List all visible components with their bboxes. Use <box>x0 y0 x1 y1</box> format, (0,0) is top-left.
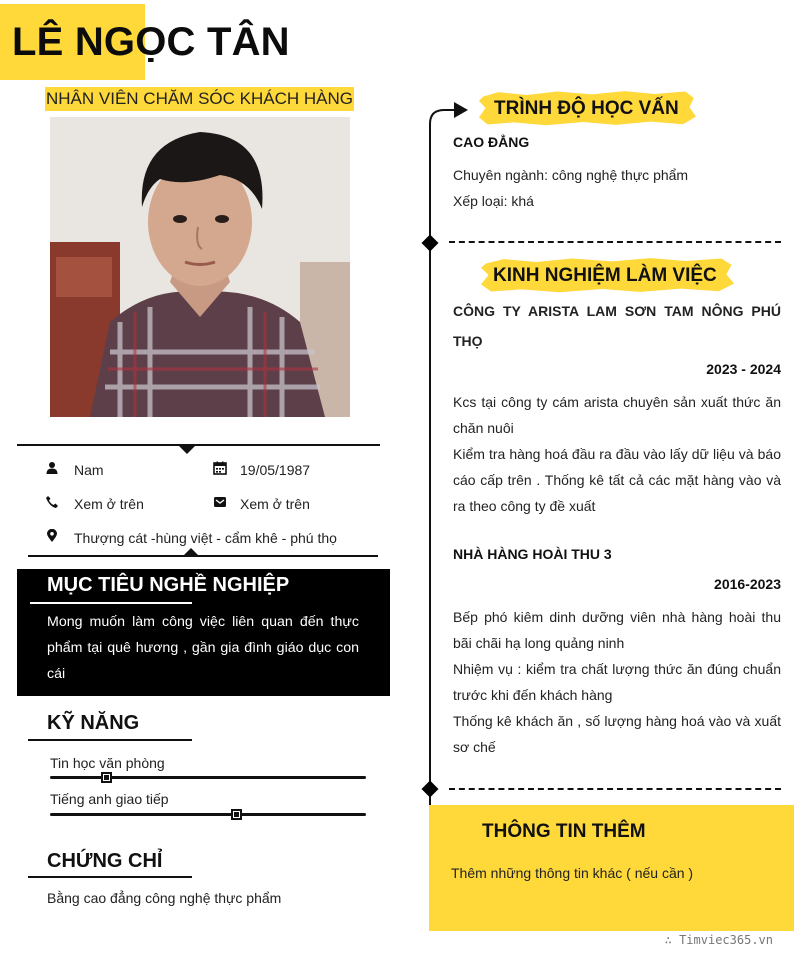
user-icon <box>45 461 59 475</box>
job-description-line: Nhiệm vụ : kiểm tra chất lượng thức ăn đúng chuẩn trước khi đến khách hàng <box>453 661 781 703</box>
birthday-value: 19/05/1987 <box>240 462 311 478</box>
education-major: Chuyên ngành: công nghệ thực phẩm <box>453 167 689 183</box>
divider-arrow-down-icon <box>179 446 195 454</box>
certificate-text: Bằng cao đẳng công nghệ thực phẩm <box>47 890 282 906</box>
education-title: TRÌNH ĐỘ HỌC VẤN <box>494 98 679 119</box>
objective-title: MỤC TIÊU NGHỀ NGHIỆP <box>47 574 290 596</box>
calendar-icon <box>213 461 227 475</box>
profile-photo <box>50 117 350 417</box>
phone-value: Xem ở trên <box>74 496 144 512</box>
candidate-position: NHÂN VIÊN CHĂM SÓC KHÁCH HÀNG <box>45 87 354 111</box>
watermark <box>665 933 773 947</box>
info-top-divider <box>17 444 380 446</box>
section-divider <box>449 241 781 243</box>
certificates-title-underline <box>28 876 192 878</box>
address-value: Thượng cát -hùng việt - cẩm khê - phú thọ <box>74 530 337 546</box>
job-period: 2016-2023 <box>714 576 781 592</box>
profile-photo-image <box>50 117 350 417</box>
job-company: CÔNG TY ARISTA LAM SƠN TAM NÔNG PHÚ THỌ <box>453 303 781 349</box>
objective-title-underline <box>30 602 192 604</box>
divider-arrow-up-icon <box>183 548 199 556</box>
skills-title: KỸ NĂNG <box>47 712 140 734</box>
job-description-line: Bếp phó kiêm dinh dưỡng viên nhà hàng hoài thu bãi chãi hạ long quảng ninh <box>453 609 781 651</box>
objective-text: Mong muốn làm công việc liên quan đến thực phẩm tại quê hương , gần gia đình giáo dục con cái <box>47 614 359 682</box>
skill-level-marker <box>231 809 242 820</box>
job-period: 2023 - 2024 <box>706 361 781 377</box>
skill-level-marker <box>101 772 112 783</box>
certificates-title: CHỨNG CHỈ <box>47 850 163 872</box>
job-description-line: Kiểm tra hàng hoá đầu ra đầu vào lấy dữ liệu và báo cáo cấp trên . Thống kê tất cả các mặt hàng vào và ra theo công ty đề xuất <box>453 446 781 514</box>
skill-name: Tiếng anh giao tiếp <box>50 791 169 807</box>
info-bottom-divider <box>28 555 378 557</box>
phone-icon <box>45 495 59 509</box>
job-company: NHÀ HÀNG HOÀI THU 3 <box>453 546 612 562</box>
skill-level-track <box>50 776 366 779</box>
education-level: CAO ĐẲNG <box>453 134 530 150</box>
additional-info-title: THÔNG TIN THÊM <box>482 821 646 842</box>
job-description-line: Kcs tại công ty cám arista chuyên sản xuất thức ăn chăn nuôi <box>453 394 781 436</box>
additional-info-text: Thêm những thông tin khác ( nếu cần ) <box>451 865 694 881</box>
gender-value: Nam <box>74 462 104 478</box>
location-pin-icon <box>45 529 59 543</box>
candidate-name: LÊ NGỌC TÂN <box>12 20 290 64</box>
section-divider <box>449 788 781 790</box>
email-value: Xem ở trên <box>240 496 310 512</box>
education-rank: Xếp loại: khá <box>453 193 534 209</box>
skill-level-track <box>50 813 366 816</box>
job-description-line: Thống kê khách ăn , số lượng hàng hoá vào và xuất sơ chế <box>453 713 781 755</box>
skills-title-underline <box>28 739 192 741</box>
skill-name: Tin học văn phòng <box>50 755 165 771</box>
watermark-text: Timviec365.vn <box>679 933 773 947</box>
email-icon <box>213 495 227 509</box>
watermark-icon: ∴ <box>664 933 680 947</box>
experience-title: KINH NGHIỆM LÀM VIỆC <box>493 265 717 286</box>
